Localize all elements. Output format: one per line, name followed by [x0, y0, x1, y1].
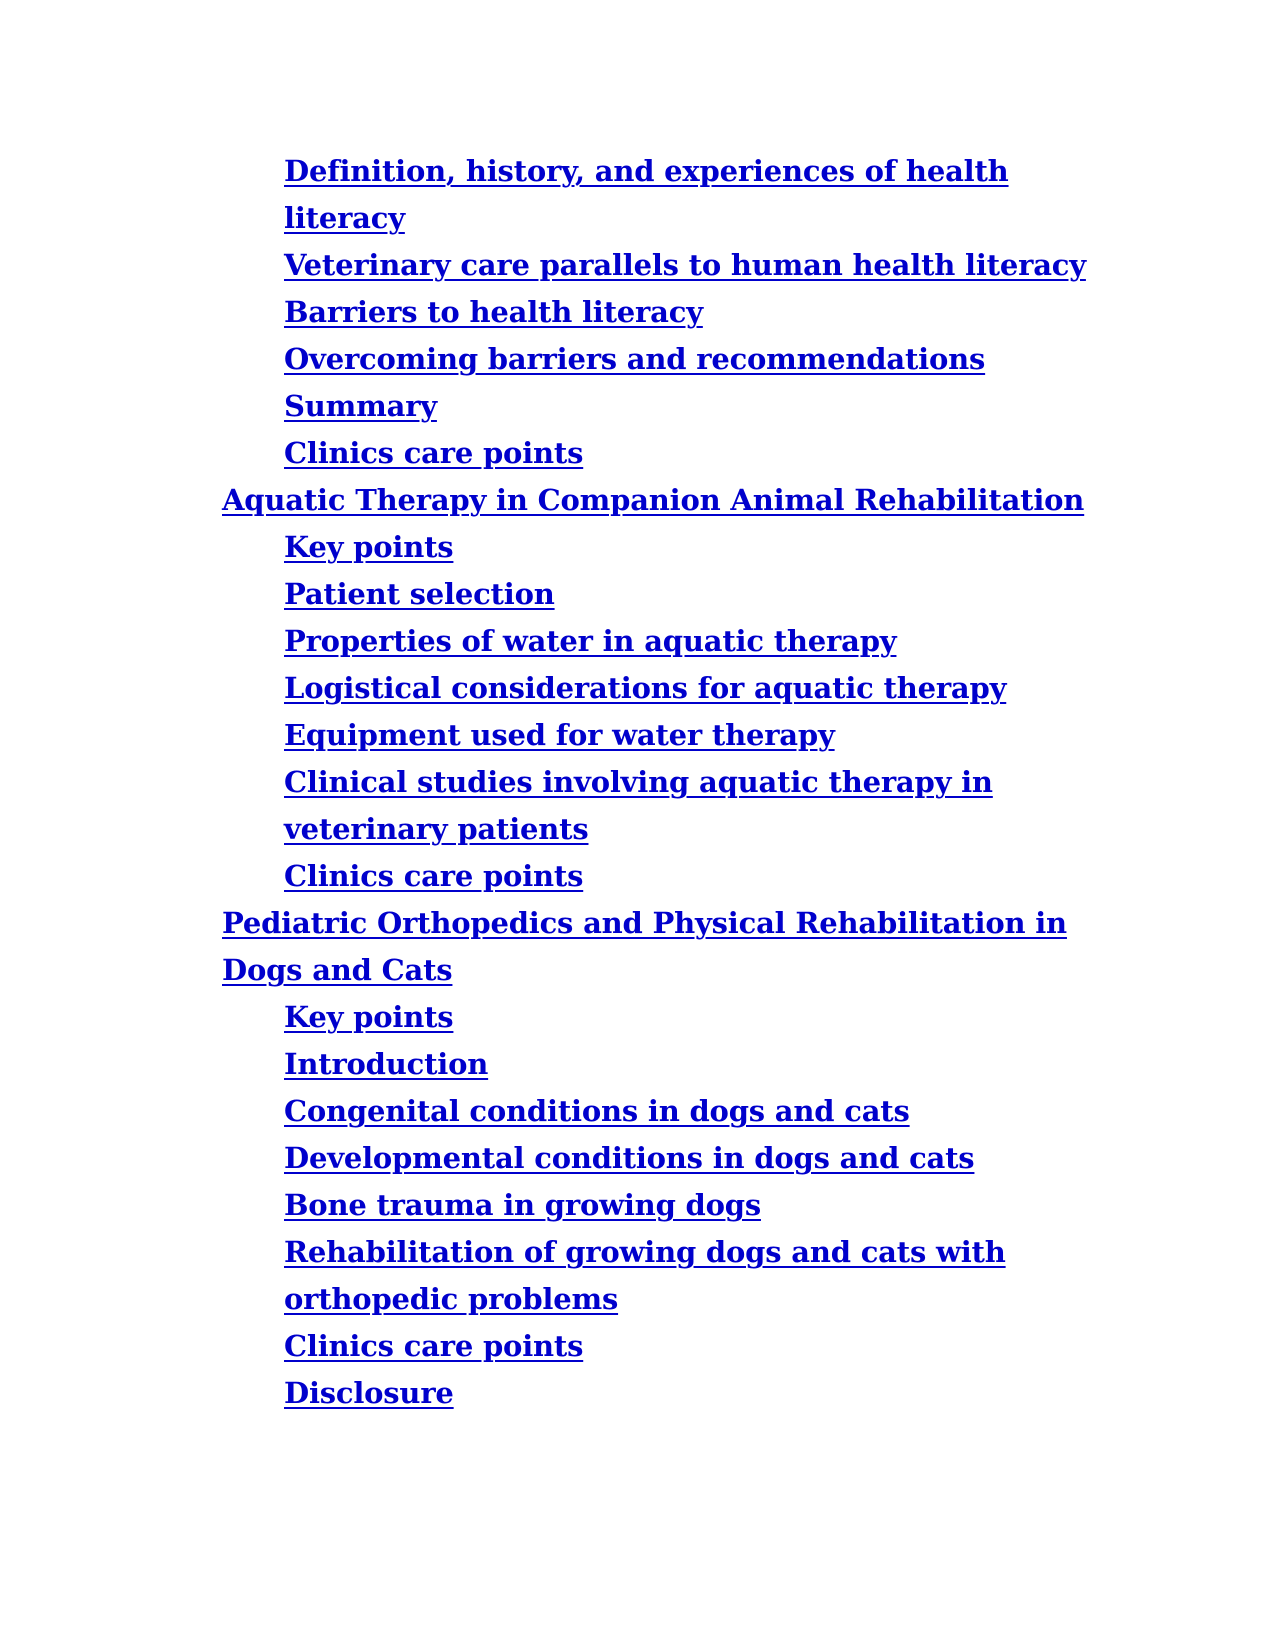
toc-link-logistical-considerations[interactable]: Logistical considerations for aquatic therapy	[284, 671, 1007, 705]
toc-link-developmental-conditions[interactable]: Developmental conditions in dogs and cats	[284, 1141, 975, 1175]
toc-link-clinics-care-points[interactable]: Clinics care points	[284, 859, 584, 893]
toc-link-disclosure[interactable]: Disclosure	[284, 1376, 454, 1410]
toc-link-clinical-studies[interactable]: Clinical studies involving aquatic therapy in veterinary patients	[284, 765, 993, 846]
toc-link-health-literacy-definition[interactable]: Definition, history, and experiences of health literacy	[284, 154, 1009, 235]
toc-link-properties-of-water[interactable]: Properties of water in aquatic therapy	[284, 624, 897, 658]
toc-link-key-points[interactable]: Key points	[284, 530, 454, 564]
table-of-contents	[222, 148, 1102, 1417]
toc-link-aquatic-therapy-chapter[interactable]: Aquatic Therapy in Companion Animal Rehabilitation	[222, 483, 1085, 517]
toc-link-veterinary-parallels[interactable]: Veterinary care parallels to human health literacy	[284, 248, 1086, 282]
toc-link-bone-trauma[interactable]: Bone trauma in growing dogs	[284, 1188, 761, 1222]
toc-link-clinics-care-points[interactable]: Clinics care points	[284, 1329, 584, 1363]
toc-link-key-points[interactable]: Key points	[284, 1000, 454, 1034]
toc-link-rehabilitation-growing[interactable]: Rehabilitation of growing dogs and cats with orthopedic problems	[284, 1235, 1006, 1316]
toc-link-equipment[interactable]: Equipment used for water therapy	[284, 718, 835, 752]
toc-link-introduction[interactable]: Introduction	[284, 1047, 489, 1081]
toc-link-pediatric-orthopedics-chapter[interactable]: Pediatric Orthopedics and Physical Rehabilitation in Dogs and Cats	[222, 906, 1067, 987]
toc-link-barriers[interactable]: Barriers to health literacy	[284, 295, 703, 329]
toc-link-patient-selection[interactable]: Patient selection	[284, 577, 555, 611]
toc-link-congenital-conditions[interactable]: Congenital conditions in dogs and cats	[284, 1094, 910, 1128]
toc-link-clinics-care-points[interactable]: Clinics care points	[284, 436, 584, 470]
toc-link-overcoming-barriers[interactable]: Overcoming barriers and recommendations	[284, 342, 986, 376]
toc-link-summary[interactable]: Summary	[284, 389, 437, 423]
